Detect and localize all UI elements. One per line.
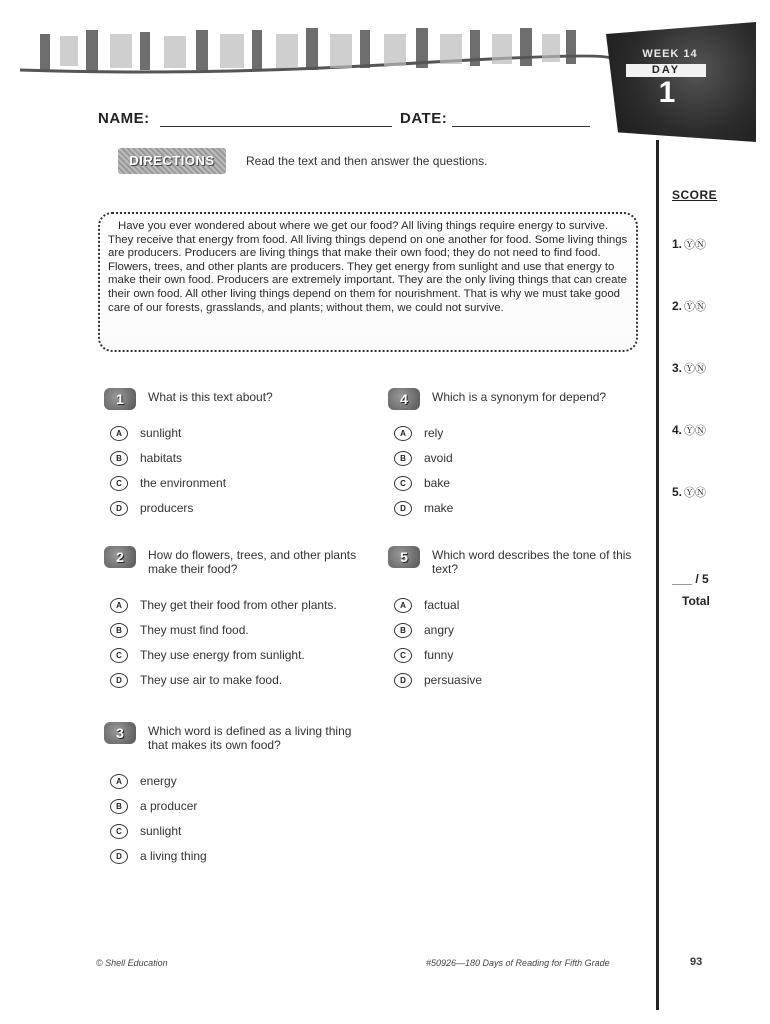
answer-option[interactable]: C sunlight [110,824,181,839]
answer-bubble: D [110,501,128,516]
answer-option[interactable]: D They use air to make food. [110,673,282,688]
answer-option[interactable]: A rely [394,426,443,441]
answer-option[interactable]: D make [394,501,453,516]
answer-bubble: B [394,451,412,466]
footer-book-title: #50926—180 Days of Reading for Fifth Grade [426,958,610,968]
week-label: WEEK 14 [642,48,698,60]
answer-option[interactable]: A They get their food from other plants. [110,598,337,613]
answer-bubble: C [394,648,412,663]
score-total-line: ___ / 5 [672,572,709,586]
answer-option[interactable]: B They must find food. [110,623,249,638]
answer-option[interactable]: B avoid [394,451,453,466]
answer-bubble: C [110,476,128,491]
reading-passage [98,212,638,352]
answer-bubble: A [110,598,128,613]
answer-bubble: A [394,598,412,613]
question-text: Which word is defined as a living thing that makes its own food? [148,724,352,752]
yes-no-icon[interactable]: ⓎⓃ [684,301,707,313]
question-number-badge: 3 [104,722,136,744]
answer-bubble: C [110,824,128,839]
answer-bubble: B [110,623,128,638]
yes-no-icon[interactable]: ⓎⓃ [684,363,707,375]
score-total-label: Total [682,594,710,608]
score-header: SCORE [672,188,718,202]
answer-option[interactable]: D producers [110,501,193,516]
directions-text: Read the text and then answer the questions. [246,154,488,168]
score-item-1: 1. ⓎⓃ [672,237,707,251]
answer-option[interactable]: A factual [394,598,459,613]
score-column-divider [656,140,659,1010]
answer-option[interactable]: C bake [394,476,450,491]
date-label: DATE: [400,110,448,127]
passage-text: Have you ever wondered about where we get our food? All living things require energy to survive. They receive that energy from food. All living things depend on one another for food. Some living things are producers. Producers are living things that make their own food; they do not need to find food. Flowers, trees, and other plants are producers. They get energy from sunlight and use that energy to make their own food. Producers are extremely important. They are the only living things that can create their own food. All other living things depend on them for nourishment. That is why we must take good care of our forests, grasslands, and plants; without them, we could not survive. [108,220,628,314]
page-number: 93 [690,956,703,968]
answer-bubble: B [110,451,128,466]
answer-bubble: D [110,849,128,864]
date-field[interactable] [452,126,590,127]
question-number-badge: 2 [104,546,136,568]
answer-bubble: B [394,623,412,638]
answer-option[interactable]: B angry [394,623,454,638]
question-text: How do flowers, trees, and other plants make their food? [148,548,357,576]
name-label: NAME: [98,110,150,127]
answer-bubble: C [394,476,412,491]
score-item-3: 3. ⓎⓃ [672,361,707,375]
answer-option[interactable]: C funny [394,648,453,663]
answer-bubble: A [110,426,128,441]
answer-option[interactable]: B habitats [110,451,182,466]
question-text: Which word describes the tone of this text? [432,548,632,576]
question-number-badge: 5 [388,546,420,568]
answer-option[interactable]: A energy [110,774,177,789]
answer-bubble: D [394,501,412,516]
directions-badge: DIRECTIONS [118,148,226,174]
day-number: 1 [658,76,676,109]
answer-option[interactable]: D a living thing [110,849,207,864]
score-item-5: 5. ⓎⓃ [672,485,707,499]
answer-bubble: B [110,799,128,814]
answer-option[interactable]: B a producer [110,799,197,814]
score-item-4: 4. ⓎⓃ [672,423,707,437]
yes-no-icon[interactable]: ⓎⓃ [684,425,707,437]
answer-option[interactable]: A sunlight [110,426,181,441]
question-number-badge: 1 [104,388,136,410]
day-label: DAY [626,64,706,77]
answer-bubble: A [394,426,412,441]
footer-copyright: © Shell Education [96,958,168,968]
answer-option[interactable]: C the environment [110,476,226,491]
yes-no-icon[interactable]: ⓎⓃ [684,487,707,499]
answer-bubble: C [110,648,128,663]
score-item-2: 2. ⓎⓃ [672,299,707,313]
answer-option[interactable]: D persuasive [394,673,482,688]
answer-bubble: A [110,774,128,789]
question-text: Which is a synonym for depend? [432,390,607,404]
name-field[interactable] [160,126,392,127]
answer-bubble: D [394,673,412,688]
question-number-badge: 4 [388,388,420,410]
question-text: What is this text about? [148,390,273,404]
yes-no-icon[interactable]: ⓎⓃ [684,239,707,251]
answer-bubble: D [110,673,128,688]
answer-option[interactable]: C They use energy from sunlight. [110,648,305,663]
